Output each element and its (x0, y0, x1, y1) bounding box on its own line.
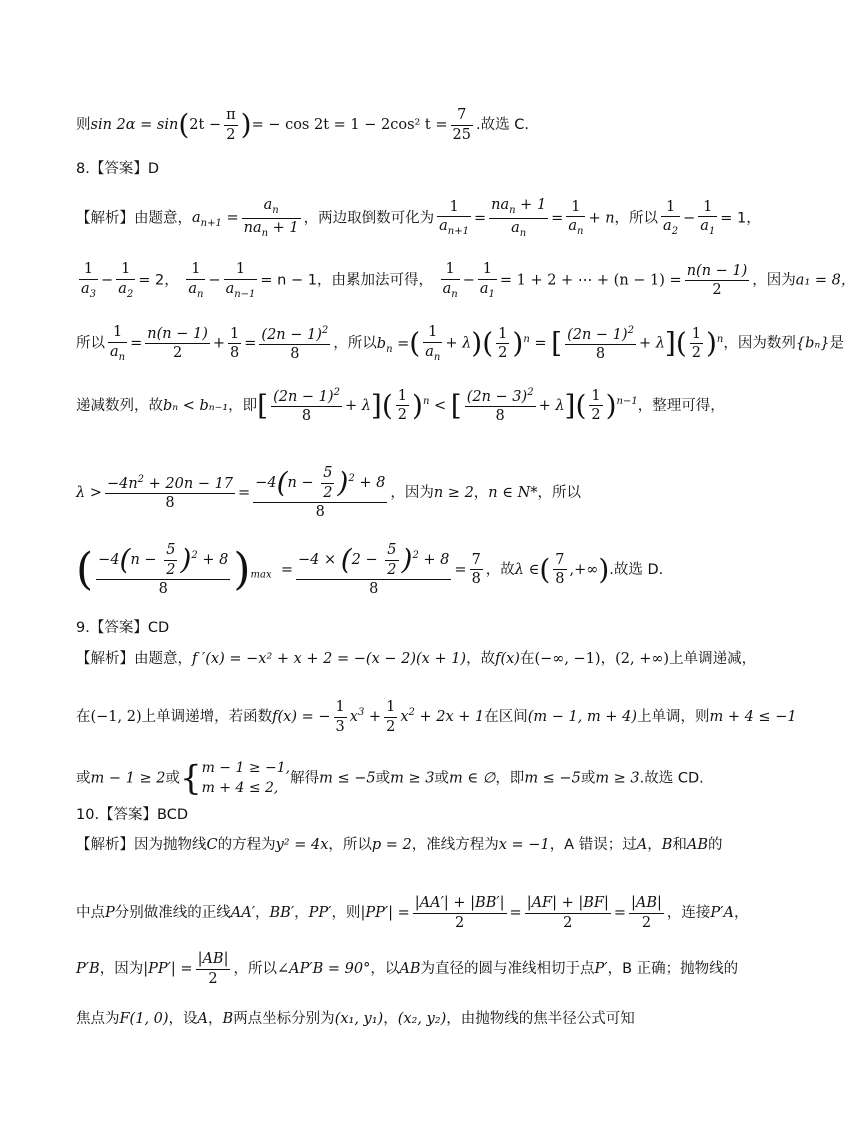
answer-9: 9.【答案】CD (76, 620, 170, 636)
solution-8-line-1: 【解析】由题意，$a_{n+1}$ = $\frac{a_n}{na_n + 1}$ ，两边取倒数可化为 $\frac{1}{a_{n+1}}$ = $\frac{na_n + 1}{a_n}$ = $\frac{1}{a_n}$ + n，所以 $\frac{1}{a_2}$ − $\frac{1}{a_1}$ = 1， (76, 197, 761, 239)
solution-10-line-2: 中点P分别做准线的正线AA′，BB′，PP′，则|PP′| = $\frac{|AA'| + |BB'|}{2}$ = $\frac{|AF| + |BF|}{2}$ = $\frac{|AB|}{2}$ ，连接P′A， (76, 895, 749, 931)
solution-10-line-4: 焦点为F(1, 0)，设A，B两点坐标分别为(x₁, y₁)，(x₂, y₂)，由抛物线的焦半径公式可知 (76, 1011, 635, 1027)
solution-8-line-5: λ > $\frac{-4n^2 + 20n - 17}{8}$ = −4(n − $\frac{5}{2}$ )$^2$ + 8 8 ，因为n ≥ 2，n ∈ N*，所以 (76, 465, 582, 520)
solution-8-line-3: 所以 $\frac{1}{a_n}$ = $\frac{n(n - 1)}{2}$ + $\frac{1}{8}$ = $\frac{(2n - 1)^2}{8}$ ，所以$b_n$ =( $\frac{1}{a_n}$ + λ)( $\frac{1}{2}$ )$^n$ = [ $\frac{(2n - 1)^2}{8}$ + λ]( $\frac{1}{2}$ )$^n$，因为数列{bₙ}是 (76, 324, 844, 363)
text-ze: 则 (76, 117, 91, 133)
frac-an: $\frac{a_n}{na_n + 1}$ (243, 197, 299, 239)
answer-8: 8.【答案】D (76, 161, 159, 177)
math-cos: = − cos 2t = 1 − 2cos² t = (251, 117, 448, 133)
solution-8-line-6: ( −4(n − $\frac{5}{2}$ )$^2$ + 8 8 )$_{max}$ = −4 × (2 − $\frac{5}{2}$ )$^2$ + 8 8 = $\frac{7}{8}$ ，故λ ∈( $\frac{7}{8}$ ,+∞).故选 D. (76, 542, 664, 597)
solution-8-line-4: 递减数列，故bₙ < bₙ₋₁，即[ $\frac{(2n - 1)^2}{8}$ + λ]( $\frac{1}{2}$ )$^n$ < [ $\frac{(2n - 3)^2}{8}$ + λ]( $\frac{1}{2}$ )$^{n-1}$，整理可得， (76, 387, 725, 425)
conclusion-c: .故选 C. (475, 117, 529, 133)
math-sin2a: sin 2α = sin (90, 117, 179, 133)
solution-9-line-3: 或m − 1 ≥ 2或{m − 1 ≥ −1, m + 4 ≤ 2,解得m ≤ −5或m ≥ 3或m ∈ ∅，即m ≤ −5或m ≥ 3.故选 CD. (76, 758, 704, 799)
solution-9-line-2: 在(−1, 2)上单调递增，若函数f(x) = − $\frac{1}{3}$ $x^3$ + $\frac{1}{2}$ $x^2 + 2x + 1$在区间(m − 1, m + 4)上单调，则m + 4 ≤ −1 (76, 699, 797, 735)
frac-pi-2: $\frac{\pi}{2}$ (226, 107, 236, 143)
case-system: m − 1 ≥ −1, m + 4 ≤ 2, (201, 760, 291, 797)
frac-7-25: $\frac{7}{25}$ (452, 107, 471, 143)
solution-10-line-3: P′B，因为|PP′| = $\frac{|AB|}{2}$ ，所以∠AP′B = 90°，以AB为直径的圆与准线相切于点P′，B 正确；抛物线的 (76, 951, 739, 987)
solution-line-1: 则sin 2α = sin(2t − $\frac{\pi}{2}$ )= − cos 2t = 1 − 2cos² t = $\frac{7}{25}$ .故选 C. (76, 107, 529, 143)
solution-9-line-1: 【解析】由题意，f ′(x) = −x² + x + 2 = −(x − 2)(x + 1)，故f(x)在(−∞, −1)，(2, +∞)上单调递减， (76, 651, 757, 667)
answer-10: 10.【答案】BCD (76, 807, 189, 823)
solution-10-line-1: 【解析】因为抛物线C的方程为y² = 4x，所以p = 2，准线方程为x = −1，A 错误；过A，B和AB的 (76, 837, 723, 853)
solution-8-line-2: $\frac{1}{a_3}$ − $\frac{1}{a_2}$ = 2， $\frac{1}{a_n}$ − $\frac{1}{a_{n-1}}$ = n − 1，由累加法可得， $\frac{1}{a_n}$ − $\frac{1}{a_1}$ = 1 + 2 + ⋯ + (n − 1) = $\frac{n(n - 1)}{2}$ ，因为a₁ = 8， (81, 261, 855, 300)
math-inner: 2t − (189, 117, 222, 133)
